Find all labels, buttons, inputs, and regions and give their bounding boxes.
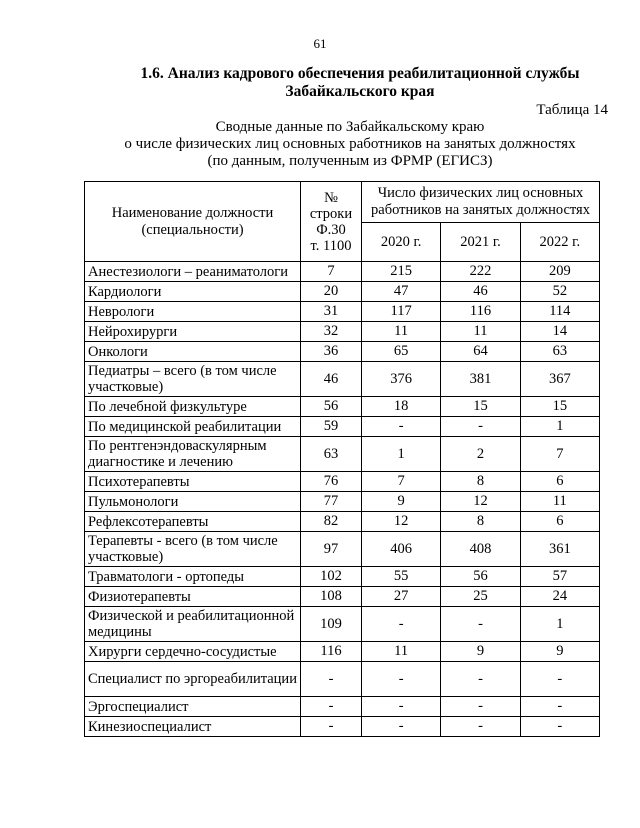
- value-2022-cell: 361: [520, 532, 599, 567]
- value-2021-cell: 2: [441, 437, 520, 472]
- row-number-cell: 46: [301, 362, 362, 397]
- value-2020-cell: 65: [362, 342, 441, 362]
- value-2021-cell: -: [441, 662, 520, 697]
- row-number-cell: 102: [301, 567, 362, 587]
- position-name-cell: Травматологи - ортопеды: [85, 567, 301, 587]
- table-row: [85, 697, 600, 717]
- value-2022-cell: -: [520, 697, 599, 717]
- table-row: [85, 512, 600, 532]
- value-2021-cell: 381: [441, 362, 520, 397]
- position-name-cell: Эргоспециалист: [85, 697, 301, 717]
- value-2022-cell: 24: [520, 587, 599, 607]
- position-name-cell: Нейрохирурги: [85, 322, 301, 342]
- value-2020-cell: 11: [362, 322, 441, 342]
- value-2022-cell: 6: [520, 512, 599, 532]
- value-2021-cell: 8: [441, 472, 520, 492]
- value-2020-cell: 27: [362, 587, 441, 607]
- value-2021-cell: 25: [441, 587, 520, 607]
- row-number-cell: 31: [301, 302, 362, 322]
- position-name-cell: Рефлексотерапевты: [85, 512, 301, 532]
- value-2020-cell: -: [362, 697, 441, 717]
- value-2020-cell: 9: [362, 492, 441, 512]
- table-caption: [90, 119, 610, 170]
- value-2020-cell: 55: [362, 567, 441, 587]
- section-title-line: 1.6. Анализ кадрового обеспечения реабилитационной службы: [140, 65, 580, 82]
- table-row: [85, 302, 600, 322]
- table-row: [85, 472, 600, 492]
- position-name-cell: Психотерапевты: [85, 472, 301, 492]
- header-name-line: (специальности): [141, 221, 244, 238]
- header-year-2022: 2022 г.: [520, 223, 599, 262]
- value-2020-cell: -: [362, 662, 441, 697]
- header-position-name: [85, 182, 301, 262]
- position-name-cell: Пульмонологи: [85, 492, 301, 512]
- header-group-line: работников на занятых должностях: [371, 202, 590, 218]
- value-2022-cell: 9: [520, 642, 599, 662]
- position-name-cell: Анестезиологи – реаниматологи: [85, 262, 301, 282]
- value-2020-cell: 18: [362, 397, 441, 417]
- value-2022-cell: -: [520, 717, 599, 737]
- header-year-2020: 2020 г.: [362, 223, 441, 262]
- position-name-cell: Неврологи: [85, 302, 301, 322]
- value-2022-cell: 6: [520, 472, 599, 492]
- table-row: [85, 717, 600, 737]
- value-2020-cell: 7: [362, 472, 441, 492]
- table-row: [85, 397, 600, 417]
- row-number-cell: -: [301, 697, 362, 717]
- value-2022-cell: 1: [520, 607, 599, 642]
- row-number-cell: 108: [301, 587, 362, 607]
- position-name-cell: Хирурги сердечно-сосудистые: [85, 642, 301, 662]
- value-2020-cell: 47: [362, 282, 441, 302]
- value-2021-cell: 116: [441, 302, 520, 322]
- header-year-2021: 2021 г.: [441, 223, 520, 262]
- position-name-cell: По лечебной физкультуре: [85, 397, 301, 417]
- table-row: [85, 492, 600, 512]
- value-2020-cell: -: [362, 417, 441, 437]
- value-2020-cell: -: [362, 717, 441, 737]
- value-2021-cell: -: [441, 717, 520, 737]
- row-number-cell: 82: [301, 512, 362, 532]
- position-name-cell: По медицинской реабилитации: [85, 417, 301, 437]
- position-name-cell: Онкологи: [85, 342, 301, 362]
- table-body: [85, 262, 600, 737]
- position-name-cell: Физиотерапевты: [85, 587, 301, 607]
- table-row: [85, 282, 600, 302]
- value-2020-cell: 376: [362, 362, 441, 397]
- position-name-cell: Терапевты - всего (в том числе участковые): [85, 532, 301, 567]
- page-number: 61: [313, 36, 327, 51]
- staffing-table: [84, 181, 600, 737]
- table-row: [85, 567, 600, 587]
- value-2022-cell: -: [520, 662, 599, 697]
- value-2022-cell: 15: [520, 397, 599, 417]
- table-row: [85, 342, 600, 362]
- value-2021-cell: -: [441, 607, 520, 642]
- header-num-line: т. 1100: [310, 237, 352, 254]
- row-number-cell: 97: [301, 532, 362, 567]
- table-row: [85, 607, 600, 642]
- section-title-line: Забайкальского края: [285, 83, 435, 100]
- header-num-line: строки: [309, 205, 353, 222]
- position-name-cell: Специалист по эргореабилитации: [85, 662, 301, 697]
- value-2021-cell: -: [441, 697, 520, 717]
- value-2020-cell: -: [362, 607, 441, 642]
- value-2022-cell: 52: [520, 282, 599, 302]
- row-number-cell: -: [301, 717, 362, 737]
- value-2020-cell: 215: [362, 262, 441, 282]
- value-2020-cell: 406: [362, 532, 441, 567]
- value-2021-cell: 64: [441, 342, 520, 362]
- table-row: [85, 587, 600, 607]
- row-number-cell: 20: [301, 282, 362, 302]
- value-2022-cell: 14: [520, 322, 599, 342]
- header-num-line: Ф.30: [316, 221, 346, 238]
- value-2022-cell: 63: [520, 342, 599, 362]
- value-2021-cell: 56: [441, 567, 520, 587]
- table-row: [85, 662, 600, 697]
- value-2021-cell: 12: [441, 492, 520, 512]
- value-2022-cell: 114: [520, 302, 599, 322]
- table-row: [85, 642, 600, 662]
- value-2021-cell: 9: [441, 642, 520, 662]
- value-2020-cell: 12: [362, 512, 441, 532]
- row-number-cell: -: [301, 662, 362, 697]
- header-num-line: №: [324, 189, 338, 206]
- position-name-cell: Педиатры – всего (в том числе участковые): [85, 362, 301, 397]
- value-2022-cell: 11: [520, 492, 599, 512]
- row-number-cell: 7: [301, 262, 362, 282]
- position-name-cell: Кардиологи: [85, 282, 301, 302]
- row-number-cell: 63: [301, 437, 362, 472]
- row-number-cell: 116: [301, 642, 362, 662]
- header-employee-count: [362, 182, 600, 223]
- table-label: Таблица 14: [536, 102, 608, 118]
- value-2021-cell: 408: [441, 532, 520, 567]
- value-2020-cell: 117: [362, 302, 441, 322]
- section-title: [140, 65, 580, 101]
- table-row: [85, 417, 600, 437]
- position-name-cell: По рентгенэндоваскулярным диагностике и лечению: [85, 437, 301, 472]
- header-row-number: [301, 182, 362, 262]
- value-2021-cell: 15: [441, 397, 520, 417]
- caption-line: Сводные данные по Забайкальскому краю: [215, 119, 485, 135]
- row-number-cell: 76: [301, 472, 362, 492]
- table-row: [85, 437, 600, 472]
- row-number-cell: 77: [301, 492, 362, 512]
- row-number-cell: 59: [301, 417, 362, 437]
- table-row: [85, 262, 600, 282]
- value-2021-cell: 8: [441, 512, 520, 532]
- header-name-line: Наименование должности: [111, 204, 274, 221]
- caption-line: (по данным, полученным из ФРМР (ЕГИСЗ): [207, 153, 493, 169]
- value-2022-cell: 57: [520, 567, 599, 587]
- value-2021-cell: -: [441, 417, 520, 437]
- value-2021-cell: 11: [441, 322, 520, 342]
- header-group-line: Число физических лиц основных: [377, 185, 584, 201]
- value-2021-cell: 222: [441, 262, 520, 282]
- caption-line: о числе физических лиц основных работников на занятых должностях: [124, 136, 576, 152]
- position-name-cell: Кинезиоспециалист: [85, 717, 301, 737]
- value-2022-cell: 7: [520, 437, 599, 472]
- value-2020-cell: 11: [362, 642, 441, 662]
- row-number-cell: 109: [301, 607, 362, 642]
- row-number-cell: 56: [301, 397, 362, 417]
- table-row: [85, 362, 600, 397]
- value-2022-cell: 367: [520, 362, 599, 397]
- value-2022-cell: 209: [520, 262, 599, 282]
- position-name-cell: Физической и реабилитационной медицины: [85, 607, 301, 642]
- row-number-cell: 36: [301, 342, 362, 362]
- row-number-cell: 32: [301, 322, 362, 342]
- table-row: [85, 532, 600, 567]
- table-row: [85, 322, 600, 342]
- value-2022-cell: 1: [520, 417, 599, 437]
- value-2020-cell: 1: [362, 437, 441, 472]
- value-2021-cell: 46: [441, 282, 520, 302]
